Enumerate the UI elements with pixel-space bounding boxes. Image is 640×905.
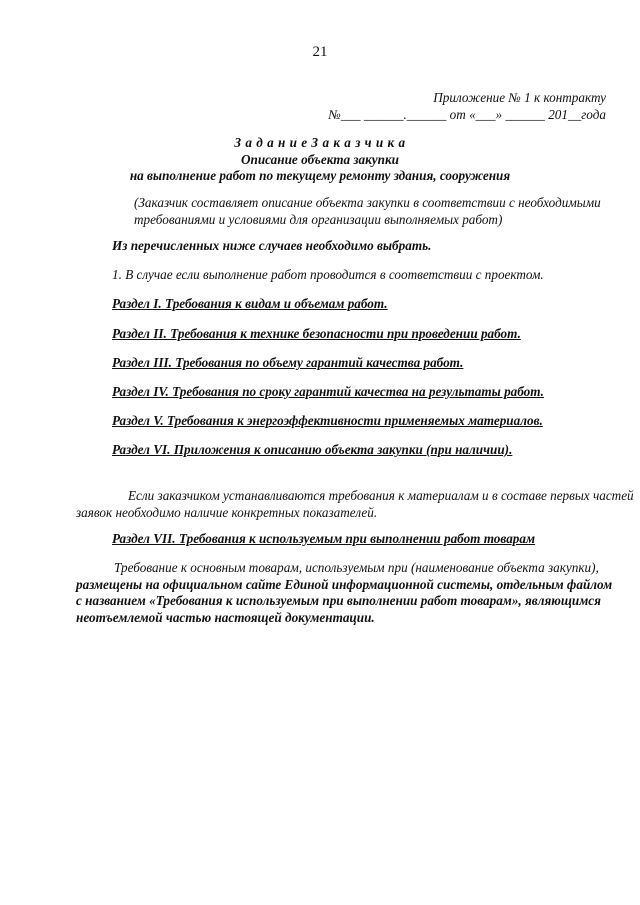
section-4-heading: Раздел IV. Требования по сроку гарантий качества на результаты работ. bbox=[112, 384, 544, 399]
section-7-heading: Раздел VII. Требования к используемым при выполнении работ товарам bbox=[112, 531, 536, 546]
final-paragraph-line-4: неотъемлемой частью настоящей документации. bbox=[76, 610, 375, 625]
final-paragraph-line-3: с названием «Требования к используемым при выполнении работ товарам», являющимся bbox=[76, 593, 601, 608]
page-number: 21 bbox=[312, 44, 328, 60]
title-line-1: З а д а н и е З а к а з ч и к а bbox=[234, 135, 406, 150]
title-line-2: Описание объекта закупки bbox=[240, 152, 400, 167]
materials-note-line-1: Если заказчиком устанавливаются требования к материалам и в составе первых частей bbox=[128, 488, 634, 503]
materials-note-line-2: заявок необходимо наличие конкретных показателей. bbox=[76, 505, 378, 520]
case-1-text: 1. В случае если выполнение работ проводится в соответствии с проектом. bbox=[112, 267, 544, 282]
section-3-heading: Раздел III. Требования по объему гарантий качества работ. bbox=[112, 355, 464, 370]
section-1-heading: Раздел I. Требования к видам и объемам работ. bbox=[112, 296, 388, 311]
title-line-3: на выполнение работ по текущему ремонту здания, сооружения bbox=[129, 168, 511, 183]
note-line-2: требованиями и условиями для организации выполняемых работ) bbox=[134, 212, 503, 227]
final-paragraph-line-1: Требование к основным товарам, используемым при (наименование объекта закупки), bbox=[114, 560, 599, 575]
choose-instruction: Из перечисленных ниже случаев необходимо выбрать. bbox=[112, 238, 432, 253]
note-line-1: (Заказчик составляет описание объекта закупки в соответствии с необходимыми bbox=[134, 195, 601, 210]
final-paragraph-line-2: размещены на официальном сайте Единой информационной системы, отдельным файлом bbox=[76, 577, 613, 592]
contract-number-line: №___ ______.______ от «___» ______ 201__года bbox=[328, 107, 606, 122]
section-2-heading: Раздел II. Требования к технике безопасности при проведении работ. bbox=[112, 326, 521, 341]
appendix-line: Приложение № 1 к контракту bbox=[433, 90, 606, 105]
section-5-heading: Раздел V. Требования к энергоэффективности применяемых материалов. bbox=[112, 413, 543, 428]
section-6-heading: Раздел VI. Приложения к описанию объекта закупки (при наличии). bbox=[112, 442, 513, 457]
